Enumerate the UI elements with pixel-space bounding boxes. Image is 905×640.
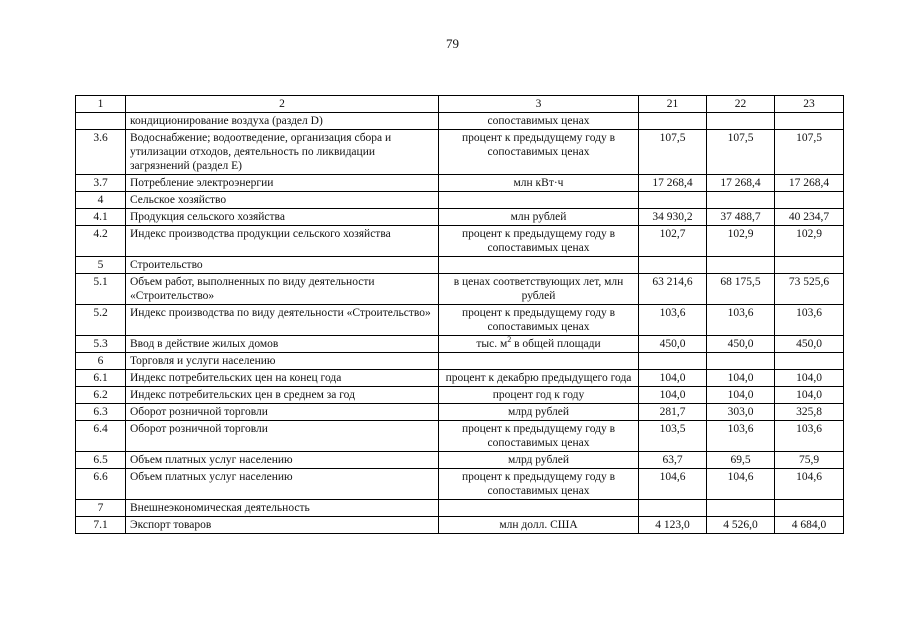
unit-cell: млрд рублей	[439, 404, 639, 421]
unit-cell	[439, 353, 639, 370]
value-cell-21	[639, 500, 707, 517]
unit-text: тыс. м	[476, 338, 508, 350]
value-cell-22	[707, 192, 775, 209]
table-row	[76, 353, 844, 370]
indicator-name-cell: Водоснабжение; водоотведение, организация сбора и утилизации отходов, деятельность по ликвидации загрязнений (раздел E)	[126, 130, 439, 175]
unit-cell	[439, 192, 639, 209]
table-row	[76, 274, 844, 305]
indicator-name-cell: Объем платных услуг населению	[126, 452, 439, 469]
forecast-table	[75, 95, 844, 534]
row-number-cell: 5.2	[76, 305, 126, 336]
unit-cell: процент к предыдущему году в сопоставимых ценах	[439, 226, 639, 257]
value-cell-21: 103,6	[639, 305, 707, 336]
table-row	[76, 226, 844, 257]
value-cell-23	[775, 500, 844, 517]
column-header: 22	[707, 96, 775, 113]
unit-cell: млн кВт·ч	[439, 175, 639, 192]
value-cell-22: 103,6	[707, 421, 775, 452]
value-cell-21	[639, 113, 707, 130]
table-row	[76, 469, 844, 500]
value-cell-23: 450,0	[775, 336, 844, 353]
row-number-cell: 3.6	[76, 130, 126, 175]
value-cell-21: 4 123,0	[639, 517, 707, 534]
table-header-row	[76, 96, 844, 113]
table-row	[76, 209, 844, 226]
unit-cell	[439, 336, 639, 353]
table-row	[76, 404, 844, 421]
value-cell-22: 103,6	[707, 305, 775, 336]
value-cell-22: 104,0	[707, 370, 775, 387]
row-number-cell: 5.3	[76, 336, 126, 353]
column-header: 21	[639, 96, 707, 113]
page-number: 79	[446, 36, 459, 51]
row-number-cell: 5	[76, 257, 126, 274]
table-row	[76, 257, 844, 274]
value-cell-23	[775, 353, 844, 370]
indicator-name-cell: Оборот розничной торговли	[126, 404, 439, 421]
value-cell-23	[775, 257, 844, 274]
value-cell-23: 102,9	[775, 226, 844, 257]
value-cell-23: 40 234,7	[775, 209, 844, 226]
indicator-name-cell: Ввод в действие жилых домов	[126, 336, 439, 353]
table-row	[76, 192, 844, 209]
value-cell-21	[639, 192, 707, 209]
table-row	[76, 305, 844, 336]
unit-cell: в ценах соответствующих лет, млн рублей	[439, 274, 639, 305]
indicator-name-cell: Внешнеэкономическая деятельность	[126, 500, 439, 517]
value-cell-22	[707, 353, 775, 370]
row-number-cell: 6.4	[76, 421, 126, 452]
value-cell-21: 104,0	[639, 370, 707, 387]
value-cell-21: 107,5	[639, 130, 707, 175]
row-number-cell: 4.2	[76, 226, 126, 257]
row-number-cell: 6.1	[76, 370, 126, 387]
unit-cell: процент год к году	[439, 387, 639, 404]
row-number-cell: 6.5	[76, 452, 126, 469]
value-cell-21: 34 930,2	[639, 209, 707, 226]
table-row	[76, 452, 844, 469]
indicator-name-cell: Объем платных услуг населению	[126, 469, 439, 500]
value-cell-23: 73 525,6	[775, 274, 844, 305]
indicator-name-cell: Индекс производства по виду деятельности «Строительство»	[126, 305, 439, 336]
row-number-cell: 4	[76, 192, 126, 209]
indicator-name-cell: Индекс потребительских цен на конец года	[126, 370, 439, 387]
row-number-cell: 6	[76, 353, 126, 370]
value-cell-21: 104,6	[639, 469, 707, 500]
row-number-cell: 7	[76, 500, 126, 517]
unit-cell: млн долл. США	[439, 517, 639, 534]
column-header: 2	[126, 96, 439, 113]
value-cell-23	[775, 192, 844, 209]
value-cell-23: 4 684,0	[775, 517, 844, 534]
value-cell-22	[707, 257, 775, 274]
row-number-cell	[76, 113, 126, 130]
value-cell-22: 450,0	[707, 336, 775, 353]
value-cell-21	[639, 257, 707, 274]
value-cell-23: 104,0	[775, 370, 844, 387]
row-number-cell: 4.1	[76, 209, 126, 226]
value-cell-22	[707, 500, 775, 517]
column-header: 23	[775, 96, 844, 113]
unit-superscript: 2	[507, 335, 512, 345]
unit-cell: процент к предыдущему году в сопоставимых ценах	[439, 421, 639, 452]
value-cell-22: 4 526,0	[707, 517, 775, 534]
value-cell-23: 325,8	[775, 404, 844, 421]
value-cell-23: 103,6	[775, 305, 844, 336]
indicator-name-cell: Оборот розничной торговли	[126, 421, 439, 452]
column-header: 3	[439, 96, 639, 113]
unit-cell	[439, 257, 639, 274]
value-cell-23: 104,0	[775, 387, 844, 404]
table-row	[76, 130, 844, 175]
value-cell-23	[775, 113, 844, 130]
unit-cell: процент к предыдущему году в сопоставимых ценах	[439, 130, 639, 175]
value-cell-21	[639, 353, 707, 370]
row-number-cell: 6.3	[76, 404, 126, 421]
value-cell-21: 281,7	[639, 404, 707, 421]
value-cell-23: 104,6	[775, 469, 844, 500]
value-cell-21: 450,0	[639, 336, 707, 353]
unit-cell: процент к предыдущему году в сопоставимых ценах	[439, 469, 639, 500]
value-cell-23: 17 268,4	[775, 175, 844, 192]
value-cell-23: 75,9	[775, 452, 844, 469]
table-row	[76, 421, 844, 452]
indicator-name-cell: Торговля и услуги населению	[126, 353, 439, 370]
indicator-name-cell: Экспорт товаров	[126, 517, 439, 534]
unit-cell	[439, 500, 639, 517]
indicator-name-cell: Строительство	[126, 257, 439, 274]
unit-cell: млрд рублей	[439, 452, 639, 469]
table-row	[76, 336, 844, 353]
value-cell-23: 103,6	[775, 421, 844, 452]
value-cell-21: 102,7	[639, 226, 707, 257]
unit-cell: сопоставимых ценах	[439, 113, 639, 130]
value-cell-22: 102,9	[707, 226, 775, 257]
indicator-name-cell: Индекс потребительских цен в среднем за год	[126, 387, 439, 404]
value-cell-22: 69,5	[707, 452, 775, 469]
value-cell-21: 104,0	[639, 387, 707, 404]
table-row	[76, 517, 844, 534]
table-row	[76, 500, 844, 517]
value-cell-22: 17 268,4	[707, 175, 775, 192]
unit-cell: млн рублей	[439, 209, 639, 226]
value-cell-21: 63,7	[639, 452, 707, 469]
unit-cell: процент к предыдущему году в сопоставимых ценах	[439, 305, 639, 336]
indicator-name-cell: Продукция сельского хозяйства	[126, 209, 439, 226]
table-row	[76, 387, 844, 404]
value-cell-21: 63 214,6	[639, 274, 707, 305]
value-cell-22: 104,6	[707, 469, 775, 500]
indicator-name-cell: кондиционирование воздуха (раздел D)	[126, 113, 439, 130]
indicator-name-cell: Индекс производства продукции сельского хозяйства	[126, 226, 439, 257]
value-cell-21: 17 268,4	[639, 175, 707, 192]
unit-cell: процент к декабрю предыдущего года	[439, 370, 639, 387]
value-cell-22: 68 175,5	[707, 274, 775, 305]
value-cell-23: 107,5	[775, 130, 844, 175]
value-cell-22: 107,5	[707, 130, 775, 175]
value-cell-22	[707, 113, 775, 130]
row-number-cell: 7.1	[76, 517, 126, 534]
value-cell-21: 103,5	[639, 421, 707, 452]
row-number-cell: 6.2	[76, 387, 126, 404]
value-cell-22: 303,0	[707, 404, 775, 421]
indicator-name-cell: Потребление электроэнергии	[126, 175, 439, 192]
row-number-cell: 6.6	[76, 469, 126, 500]
column-header: 1	[76, 96, 126, 113]
row-number-cell: 3.7	[76, 175, 126, 192]
table-row	[76, 370, 844, 387]
unit-text: в общей площади	[511, 338, 601, 350]
table-row	[76, 113, 844, 130]
row-number-cell: 5.1	[76, 274, 126, 305]
value-cell-22: 37 488,7	[707, 209, 775, 226]
indicator-name-cell: Сельское хозяйство	[126, 192, 439, 209]
table-row	[76, 175, 844, 192]
indicator-name-cell: Объем работ, выполненных по виду деятельности «Строительство»	[126, 274, 439, 305]
value-cell-22: 104,0	[707, 387, 775, 404]
